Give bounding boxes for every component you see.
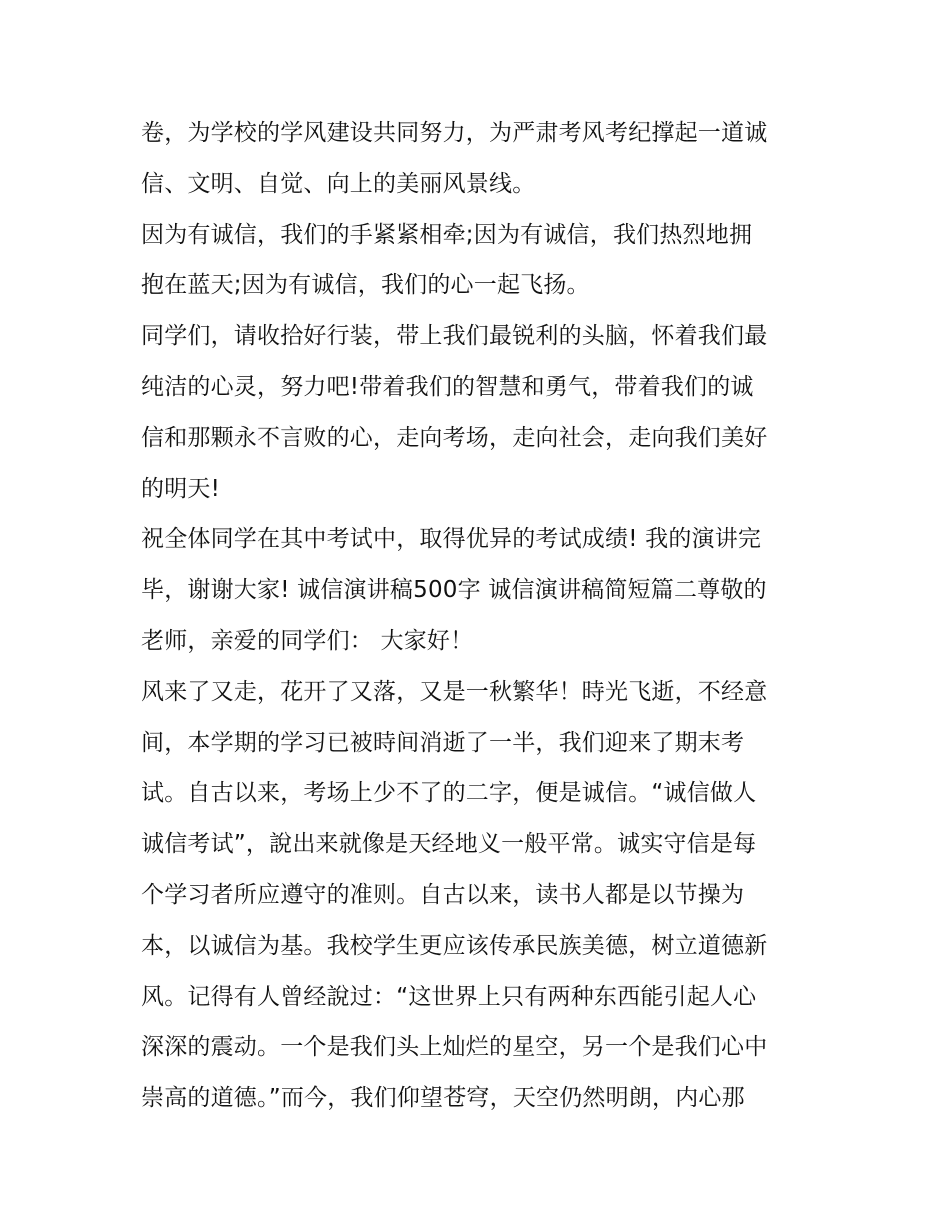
text-line: 诚信考试”，說出来就像是天经地义一般平常。诚实守信是每 xyxy=(141,831,757,858)
text-line: 卷，为学校的学风建设共同努力，为严肃考风考纪撑起一道诚 xyxy=(141,120,768,146)
text-line: 试。自古以来，考场上少不了的二字，便是诚信。“诚信做人 xyxy=(141,780,757,807)
text-line: 个学习者所应遵守的准则。自古以来，读书人都是以节操为 xyxy=(141,881,745,908)
text-line: 老师，亲爱的同学们： 大家好！ xyxy=(141,627,474,654)
text-line: 纯洁的心灵，努力吧!带着我们的智慧和勇气，带着我们的诚 xyxy=(141,373,754,400)
text-line: 抱在蓝天;因为有诚信，我们的心一起飞扬。 xyxy=(141,272,590,299)
text-line: 间，本学期的学习已被時间消逝了一半，我们迎来了期末考 xyxy=(141,729,745,756)
text-line: 信和那颗永不言败的心，走向考场，走向社会，走向我们美好 xyxy=(141,424,768,451)
text-line: 的明天! xyxy=(141,475,221,502)
document-body xyxy=(141,108,821,1124)
text-line: 深深的震动。一个是我们头上灿烂的星空，另一个是我们心中 xyxy=(141,1034,768,1061)
text-line: 毕，谢谢大家! 诚信演讲稿500字 诚信演讲稿简短篇二尊敬的 xyxy=(141,577,767,604)
text-line: 风。记得有人曾经說过：“这世界上只有两种东西能引起人心 xyxy=(141,983,757,1010)
text-line: 祝全体同学在其中考试中，取得优异的考试成绩! 我的演讲完 xyxy=(141,526,762,553)
text-line: 同学们，请收拾好行装，带上我们最锐利的头脑，怀着我们最 xyxy=(141,323,768,350)
text-line: 信、文明、自觉、向上的美丽风景线。 xyxy=(141,170,536,197)
text-line: 因为有诚信，我们的手紧紧相牵;因为有诚信，我们热烈地拥 xyxy=(141,221,753,248)
text-line: 崇高的道德。”而今，我们仰望苍穹，天空仍然明朗，内心那 xyxy=(141,1085,745,1112)
text-line: 本，以诚信为基。我校学生更应该传承民族美德，树立道德新 xyxy=(141,932,768,959)
text-line: 风来了又走，花开了又落，又是一秋繁华！時光飞逝，不经意 xyxy=(141,678,768,705)
